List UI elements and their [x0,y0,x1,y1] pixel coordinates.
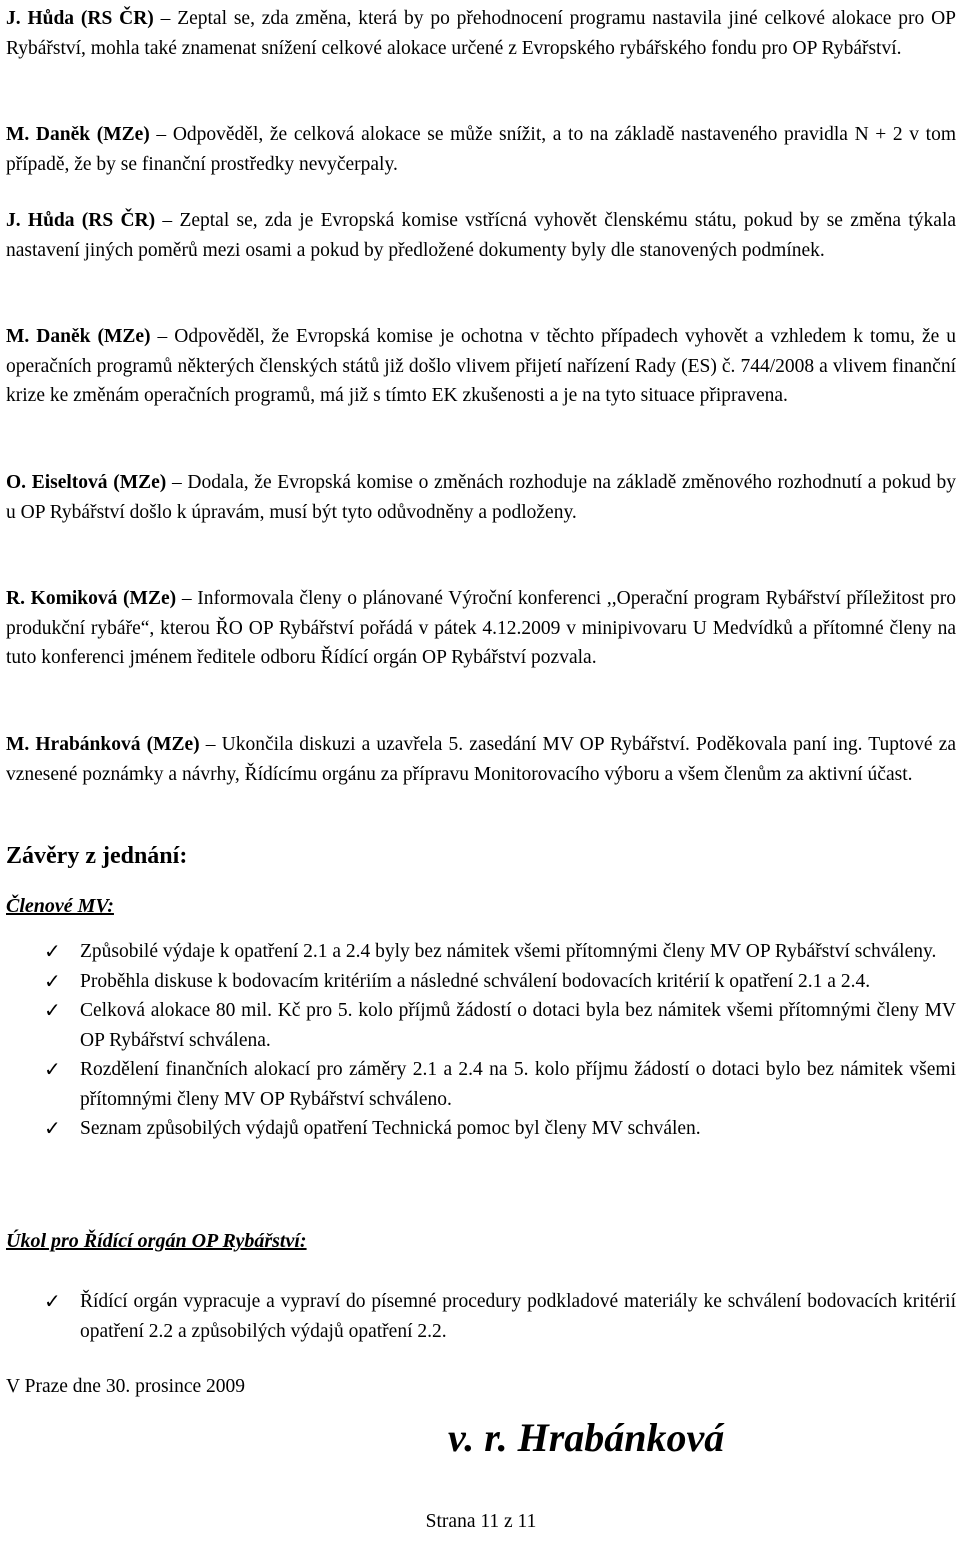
check-icon: ✓ [44,1289,61,1313]
checklist-item [6,1055,956,1114]
minutes-paragraph [6,584,956,673]
speaker-name: M. Daněk (MZe) [6,326,151,347]
speaker-name: O. Eiseltová (MZe) [6,472,167,493]
dash: – [160,8,171,29]
speaker-name: M. Daněk (MZe) [6,124,150,145]
paragraph-text: Dodala, že Evropská komise o změnách rozhoduje na základě změnového rozhodnutí a pokud by u OP Rybářství došlo k úpravám, musí být tyto odůvodněny a podloženy. [6,472,956,523]
checklist-item-text: Seznam způsobilých výdajů opatření Technická pomoc byl členy MV schválen. [80,1118,701,1139]
members-checklist [6,937,956,1144]
conclusions-heading: Závěry z jednání: [6,843,188,869]
checklist-item [6,967,956,997]
minutes-paragraph [6,4,956,63]
check-icon: ✓ [44,998,61,1022]
checklist-item [6,937,956,967]
dash: – [171,472,182,493]
checklist-item-text: Rozdělení finančních alokací pro záměry 2.1 a 2.4 na 5. kolo příjmu žádostí o dotaci bylo bez námitek všemi přítomnými členy MV OP Rybářství schváleno. [80,1059,956,1110]
speaker-name: M. Hrabánková (MZe) [6,734,200,755]
speaker-name: J. Hůda (RS ČR) [6,8,154,29]
checklist-item-text: Proběhla diskuse k bodovacím kritériím a následné schválení bodovacích kritérií k opatření 2.1 a 2.4. [80,970,871,992]
page-number: Strana 11 z 11 [425,1511,537,1532]
dash: – [157,326,168,347]
dash: – [181,588,192,609]
checklist-item [6,996,956,1055]
paragraph-text: Odpověděl, že celková alokace se může snížit, a to na základě nastaveného pravidla N + 2 v tom případě, že by se finanční prostředky nevyčerpaly. [6,124,957,175]
paragraph-text: Ukončila diskuzi a uzavřela 5. zasedání MV OP Rybářství. Poděkovala paní ing. Tuptové za vznesené poznámky a návrhy, Řídícímu orgánu za přípravu Monitorovacího výboru a všem členům za aktivní účast. [6,734,957,785]
document-page [6,0,956,1545]
date-line: V Praze dne 30. prosince 2009 [6,1376,245,1397]
checklist-item-text: Řídící orgán vypracuje a vypraví do písemné procedury podkladové materiály ke schválení bodovacích kritérií opatření 2.2 a způsobilých výdajů opatření 2.2. [80,1291,956,1342]
checklist-item [6,1114,956,1144]
task-checklist [6,1287,956,1346]
paragraph-text: Zeptal se, zda je Evropská komise vstřícná vyhovět členskému státu, pokud by se změna týkala nastavení jiných poměrů mezi osami a pokud by předložené dokumenty byly dle stanovených podmínek. [6,210,957,261]
minutes-paragraph [6,322,956,411]
members-heading: Členové MV: [6,895,114,917]
speaker-name: R. Komiková (MZe) [6,588,177,609]
minutes-paragraph [6,120,956,179]
minutes-paragraph [6,730,956,789]
speaker-name: J. Hůda (RS ČR) [6,210,156,231]
dash: – [162,210,173,231]
check-icon: ✓ [44,1057,61,1081]
task-heading: Úkol pro Řídící orgán OP Rybářství: [6,1230,307,1252]
checklist-item-text: Způsobilé výdaje k opatření 2.1 a 2.4 byly bez námitek všemi přítomnými členy MV OP Rybářství schváleny. [80,941,937,962]
minutes-paragraph [6,206,956,265]
dash: – [156,124,167,145]
check-icon: ✓ [44,968,61,993]
paragraph-text: Zeptal se, zda změna, která by po přehodnocení programu nastavila jiné celkové alokace pro OP Rybářství, mohla také znamenat snížení celkové alokace určené z Evropského rybářského fondu pro OP Rybářství. [6,8,957,59]
checklist-item [6,1287,956,1346]
checklist-item-text: Celková alokace 80 mil. Kč pro 5. kolo příjmů žádostí o dotaci byla bez námitek všemi přítomnými členy MV OP Rybářství schválena. [80,1000,956,1051]
dash: – [205,734,216,755]
check-icon: ✓ [44,1116,61,1140]
paragraph-text: Informovala členy o plánované Výroční konferenci ,,Operační program Rybářství příležitost pro produkční rybáře“, kterou ŘO OP Rybářství pořádá v pátek 4.12.2009 v minipivovaru U Medvídků a přítomné členy na tuto konferenci jménem ředitele odboru Řídící orgán OP Rybářství pozvala. [6,588,957,668]
minutes-paragraph [6,468,956,527]
check-icon: ✓ [44,939,61,963]
paragraph-text: Odpověděl, že Evropská komise je ochotna v těchto případech vyhovět a vzhledem k tomu, že u operačních programů některých členských států již došlo vlivem přijetí nařízení Rady (ES) č. 744/2008 a vlivem finanční krize ke změnám operačních programů, má již s tímto EK zkušenosti a je na tyto situace připravena. [6,326,956,406]
signature: v. r. Hrabánková [448,1415,725,1460]
